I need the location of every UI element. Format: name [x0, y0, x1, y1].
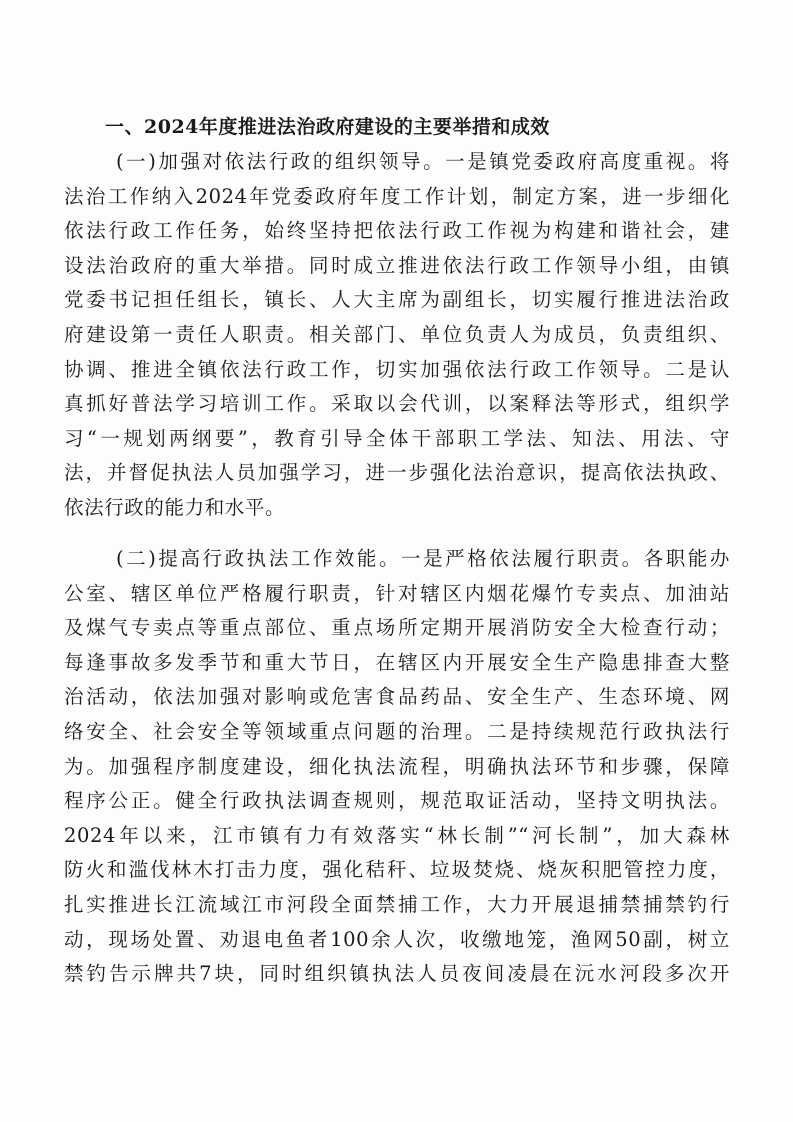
- paragraph-organizational-leadership: [64, 145, 730, 526]
- paragraph-line: 防火和滥伐林木打击力度，强化秸秆、垃圾焚烧、烧灰积肥管控力度，: [64, 858, 730, 882]
- paragraph-line: (一)加强对依法行政的组织领导。一是镇党委政府高度重视。将: [116, 150, 730, 173]
- section-heading: 一、2024年度推进法治政府建设的主要举措和成效: [105, 116, 550, 138]
- paragraph-line: 设法治政府的重大举措。同时成立推进依法行政工作领导小组，由镇: [64, 253, 730, 277]
- paragraph-line: 为。加强程序制度建设，细化执法流程，明确执法环节和步骤，保障: [64, 754, 730, 778]
- paragraph-line: 程序公正。健全行政执法调查规则，规范取证活动，坚持文明执法。: [64, 789, 730, 813]
- paragraph-line: (二)提高行政执法工作效能。一是严格依法履行职责。各职能办: [116, 547, 730, 570]
- paragraph-line: 治活动，依法加强对影响或危害食品药品、安全生产、生态环境、网: [64, 685, 730, 709]
- paragraph-line: 2024年以来，江市镇有力有效落实“林长制”“河长制”，加大森林: [64, 823, 730, 847]
- paragraph-line: 禁钓告示牌共7块，同时组织镇执法人员夜间凌晨在沅水河段多次开: [64, 962, 730, 986]
- paragraph-line: 每逢事故多发季节和重大节日，在辖区内开展安全生产隐患排查大整: [64, 650, 730, 674]
- paragraph-line: 协调、推进全镇依法行政工作，切实加强依法行政工作领导。二是认: [64, 357, 730, 381]
- paragraph-line: 及煤气专卖点等重点部位、重点场所定期开展消防安全大检查行动；: [64, 616, 730, 640]
- paragraph-line: 依法行政的能力和水平。: [64, 495, 286, 519]
- paragraph-line: 习“一规划两纲要”，教育引导全体干部职工学法、知法、用法、守: [64, 426, 730, 450]
- paragraph-line: 真抓好普法学习培训工作。采取以会代训，以案释法等形式，组织学: [64, 392, 730, 416]
- paragraph-line: 法，并督促执法人员加强学习，进一步强化法治意识，提高依法执政、: [64, 461, 730, 485]
- paragraph-line: 络安全、社会安全等领域重点问题的治理。二是持续规范行政执法行: [64, 719, 730, 743]
- paragraph-law-enforcement-efficiency: [64, 542, 730, 992]
- paragraph-line: 法治工作纳入2024年党委政府年度工作计划，制定方案，进一步细化: [64, 184, 730, 208]
- paragraph-line: 动，现场处置、劝退电鱼者100余人次，收缴地笼，渔网50副，树立: [64, 927, 730, 951]
- paragraph-line: 府建设第一责任人职责。相关部门、单位负责人为成员，负责组织、: [64, 322, 730, 346]
- paragraph-line: 公室、辖区单位严格履行职责，针对辖区内烟花爆竹专卖点、加油站: [64, 581, 730, 605]
- paragraph-line: 党委书记担任组长，镇长、人大主席为副组长，切实履行推进法治政: [64, 288, 730, 312]
- paragraph-line: 依法行政工作任务，始终坚持把依法行政工作视为构建和谐社会，建: [64, 219, 730, 243]
- paragraph-line: 扎实推进长江流域江市河段全面禁捕工作，大力开展退捕禁捕禁钓行: [64, 892, 730, 916]
